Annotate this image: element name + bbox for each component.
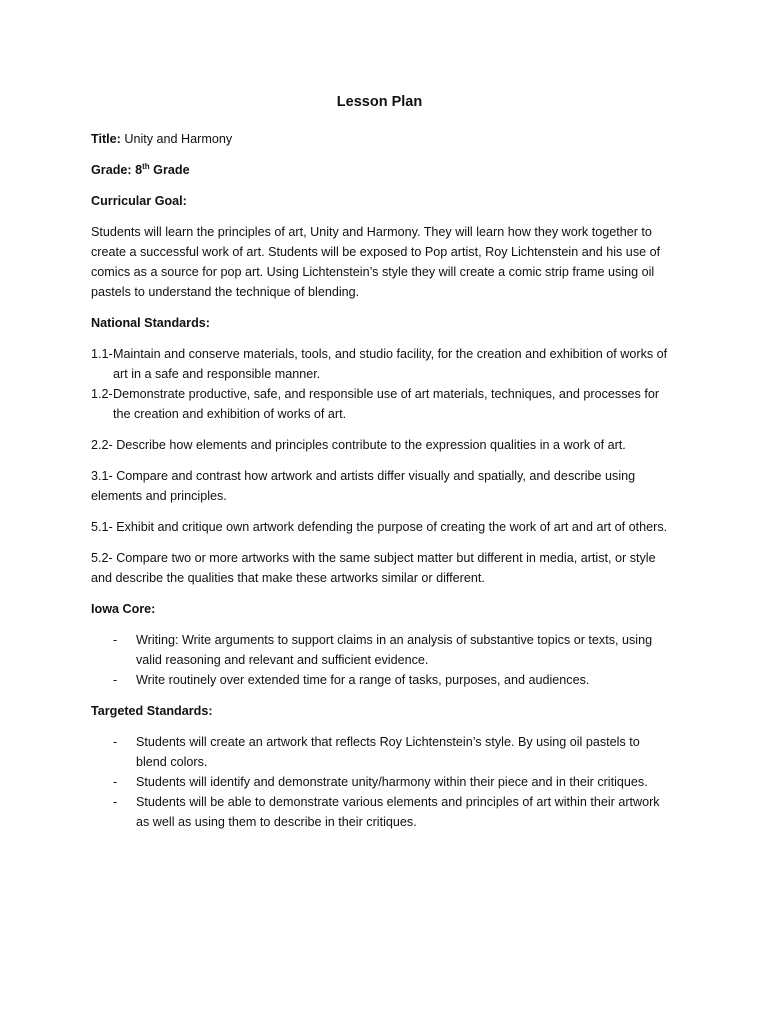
iowa-core-list xyxy=(91,630,668,690)
standard-paragraph: 5.2- Compare two or more artworks with the same subject matter but different in media, artist, or style and describe the qualities that make these artworks similar or different. xyxy=(91,551,656,585)
standard-item xyxy=(91,384,668,424)
list-item-text: Students will be able to demonstrate various elements and principles of art within their artwork as well as using them to describe in their critiques. xyxy=(136,795,660,829)
standard-paragraph: 5.1- Exhibit and critique own artwork defending the purpose of creating the work of art and art of others. xyxy=(91,520,668,534)
standard-number: 1.2- xyxy=(91,387,113,401)
grade-word: Grade xyxy=(153,163,190,177)
grade-field-label: Grade: xyxy=(91,163,132,177)
title-field xyxy=(91,129,668,149)
list-item xyxy=(91,670,668,690)
standard-text: Demonstrate productive, safe, and responsible use of art materials, techniques, and processes for the creation and exhibition of works of art. xyxy=(113,387,660,421)
national-standards-heading: National Standards: xyxy=(91,316,210,330)
standard-number: 1.1- xyxy=(91,347,113,361)
targeted-standards-heading: Targeted Standards: xyxy=(91,704,213,718)
list-item-text: Students will create an artwork that reflects Roy Lichtenstein’s style. By using oil pastels to blend colors. xyxy=(136,735,640,769)
national-standards-numbered-list xyxy=(91,344,668,424)
curricular-goal-heading: Curricular Goal: xyxy=(91,194,187,208)
standard-text: Maintain and conserve materials, tools, and studio facility, for the creation and exhibition of works of art in a safe and responsible manner. xyxy=(113,347,668,381)
grade-ordinal-suffix: th xyxy=(142,161,150,171)
standard-paragraph: 2.2- Describe how elements and principles contribute to the expression qualities in a work of art. xyxy=(91,438,626,452)
grade-number: 8 xyxy=(135,163,143,177)
curricular-goal-text: Students will learn the principles of art, Unity and Harmony. They will learn how they work together to create a successful work of art. Students will be exposed to Pop artist, Roy Lichtenstein and his use of comics as a source for pop art. Using Lichtenstein’s style they will create a comic strip frame using oil pastels to understand the technique of blending. xyxy=(91,225,661,299)
list-item xyxy=(91,630,668,670)
document-title: Lesson Plan xyxy=(336,94,423,110)
list-item xyxy=(91,792,668,832)
title-field-value: Unity and Harmony xyxy=(124,132,233,146)
dash-bullet: - xyxy=(113,795,118,809)
list-item-text: Write routinely over extended time for a range of tasks, purposes, and audiences. xyxy=(136,673,590,687)
grade-field-value xyxy=(135,163,189,177)
list-item xyxy=(91,732,668,772)
list-item-text: Writing: Write arguments to support claims in an analysis of substantive topics or texts, using valid reasoning and relevant and sufficient evidence. xyxy=(136,633,653,667)
grade-field xyxy=(91,160,668,180)
list-item xyxy=(91,772,668,792)
standard-item xyxy=(91,344,668,384)
targeted-standards-list xyxy=(91,732,668,832)
dash-bullet: - xyxy=(113,775,118,789)
dash-bullet: - xyxy=(113,673,118,687)
list-item-text: Students will identify and demonstrate unity/harmony within their piece and in their critiques. xyxy=(136,775,648,789)
iowa-core-heading: Iowa Core: xyxy=(91,602,156,616)
dash-bullet: - xyxy=(113,633,118,647)
dash-bullet: - xyxy=(113,735,118,749)
title-field-label: Title: xyxy=(91,132,121,146)
standard-paragraph: 3.1- Compare and contrast how artwork and artists differ visually and spatially, and describe using elements and principles. xyxy=(91,469,636,503)
